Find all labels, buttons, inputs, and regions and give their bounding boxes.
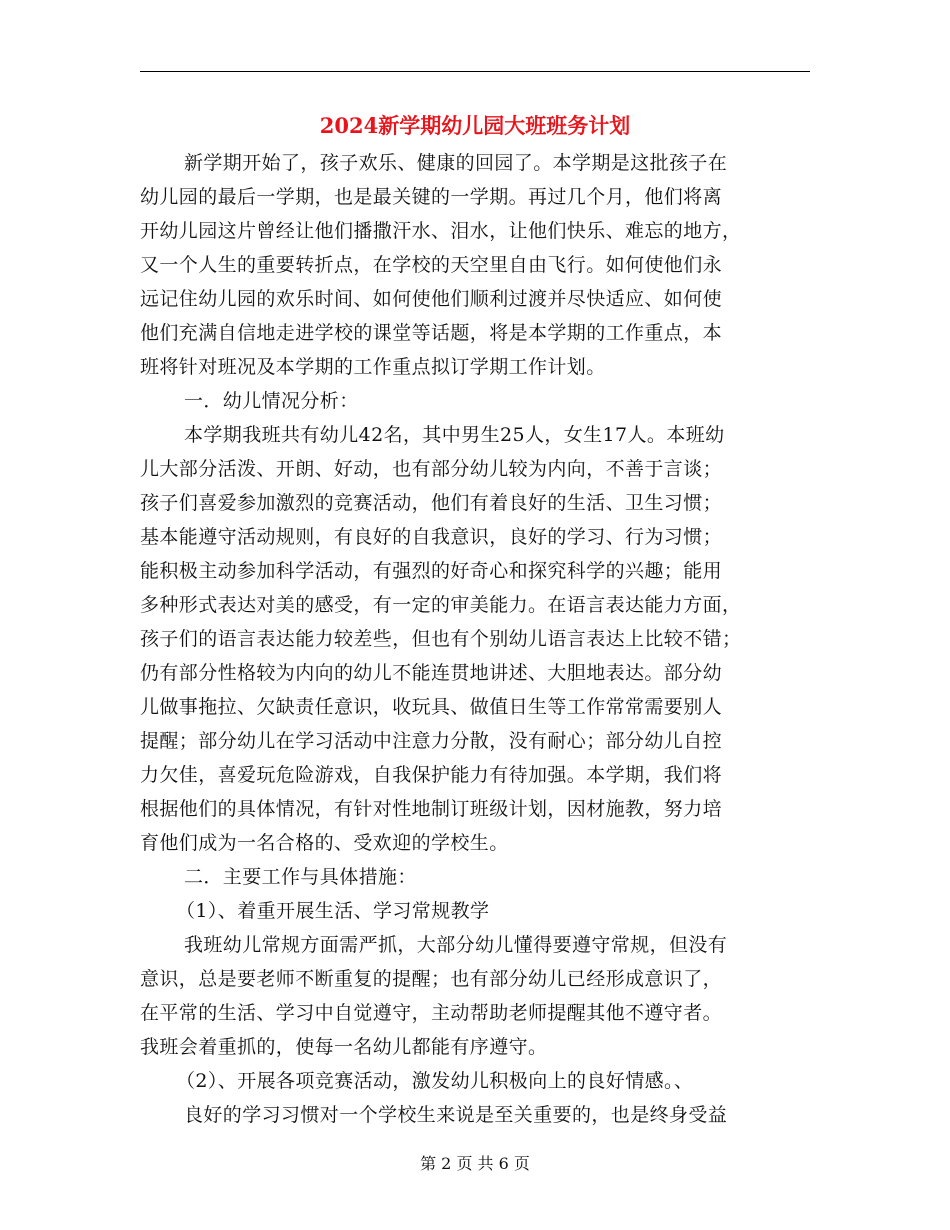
- body-text-line: 根据他们的具体情况，有针对性地制订班级计划，因材施教，努力培: [140, 798, 723, 820]
- body-text-line: 儿大部分活泼、开朗、好动，也有部分幼儿较为内向，不善于言谈；: [140, 458, 723, 480]
- document-title: 2024新学期幼儿园大班班务计划: [319, 113, 631, 138]
- body-text-line: 二．主要工作与具体措施：: [184, 866, 417, 888]
- body-text-line: 能积极主动参加科学活动，有强烈的好奇心和探究科学的兴趣；能用: [140, 560, 723, 582]
- body-text-line: 孩子们喜爱参加激烈的竞赛活动，他们有着良好的生活、卫生习惯；: [140, 492, 723, 514]
- body-text-line: 育他们成为一名合格的、受欢迎的学校生。: [140, 832, 509, 854]
- body-text-line: 多种形式表达对美的感受，有一定的审美能力。在语言表达能力方面，: [140, 594, 742, 616]
- body-text-line: 在平常的生活、学习中自觉遵守，主动帮助老师提醒其他不遵守者。: [140, 1002, 723, 1024]
- body-text-line: 又一个人生的重要转折点，在学校的天空里自由飞行。如何使他们永: [140, 254, 723, 276]
- body-text-line: （2）、开展各项竞赛活动，激发幼儿积极向上的良好情感。、: [176, 1070, 694, 1092]
- body-text-line: 新学期开始了，孩子欢乐、健康的回园了。本学期是这批孩子在: [184, 152, 728, 174]
- body-text-line: 孩子们的语言表达能力较差些，但也有个别幼儿语言表达上比较不错；: [140, 628, 742, 650]
- body-text-line: 提醒；部分幼儿在学习活动中注意力分散，没有耐心；部分幼儿自控: [140, 730, 723, 752]
- body-text-line: 一．幼儿情况分析：: [184, 390, 359, 412]
- body-text-line: 儿做事拖拉、欠缺责任意识，收玩具、做值日生等工作常常需要别人: [140, 696, 723, 718]
- document-body: [140, 146, 810, 1132]
- body-text-line: 仍有部分性格较为内向的幼儿不能连贯地讲述、大胆地表达。部分幼: [140, 662, 723, 684]
- body-text-line: 他们充满自信地走进学校的课堂等话题，将是本学期的工作重点，本: [140, 322, 723, 344]
- body-text-line: （1）、着重开展生活、学习常规教学: [176, 900, 490, 922]
- page-number-footer: 第 2 页 共 6 页: [420, 1154, 530, 1173]
- body-text-line: 力欠佳，喜爱玩危险游戏，自我保护能力有待加强。本学期，我们将: [140, 764, 723, 786]
- body-text-line: 本学期我班共有幼儿42名，其中男生25人，女生17人。本班幼: [184, 424, 725, 446]
- body-text-line: 我班幼儿常规方面需严抓，大部分幼儿懂得要遵守常规，但没有: [184, 934, 728, 956]
- body-text-line: 我班会着重抓的，使每一名幼儿都能有序遵守。: [140, 1036, 548, 1058]
- body-text-line: 远记住幼儿园的欢乐时间、如何使他们顺利过渡并尽快适应、如何使: [140, 288, 723, 310]
- body-text-line: 意识，总是要老师不断重复的提醒；也有部分幼儿已经形成意识了，: [140, 968, 723, 990]
- body-text-line: 开幼儿园这片曾经让他们播撒汗水、泪水，让他们快乐、难忘的地方，: [140, 220, 742, 242]
- body-text-line: 基本能遵守活动规则，有良好的自我意识，良好的学习、行为习惯；: [140, 526, 723, 548]
- body-text-line: 幼儿园的最后一学期，也是最关键的一学期。再过几个月，他们将离: [140, 186, 723, 208]
- body-text-line: 班将针对班况及本学期的工作重点拟订学期工作计划。: [140, 356, 606, 378]
- header-rule: [140, 71, 810, 72]
- body-text-line: 良好的学习习惯对一个学校生来说是至关重要的，也是终身受益: [184, 1104, 728, 1126]
